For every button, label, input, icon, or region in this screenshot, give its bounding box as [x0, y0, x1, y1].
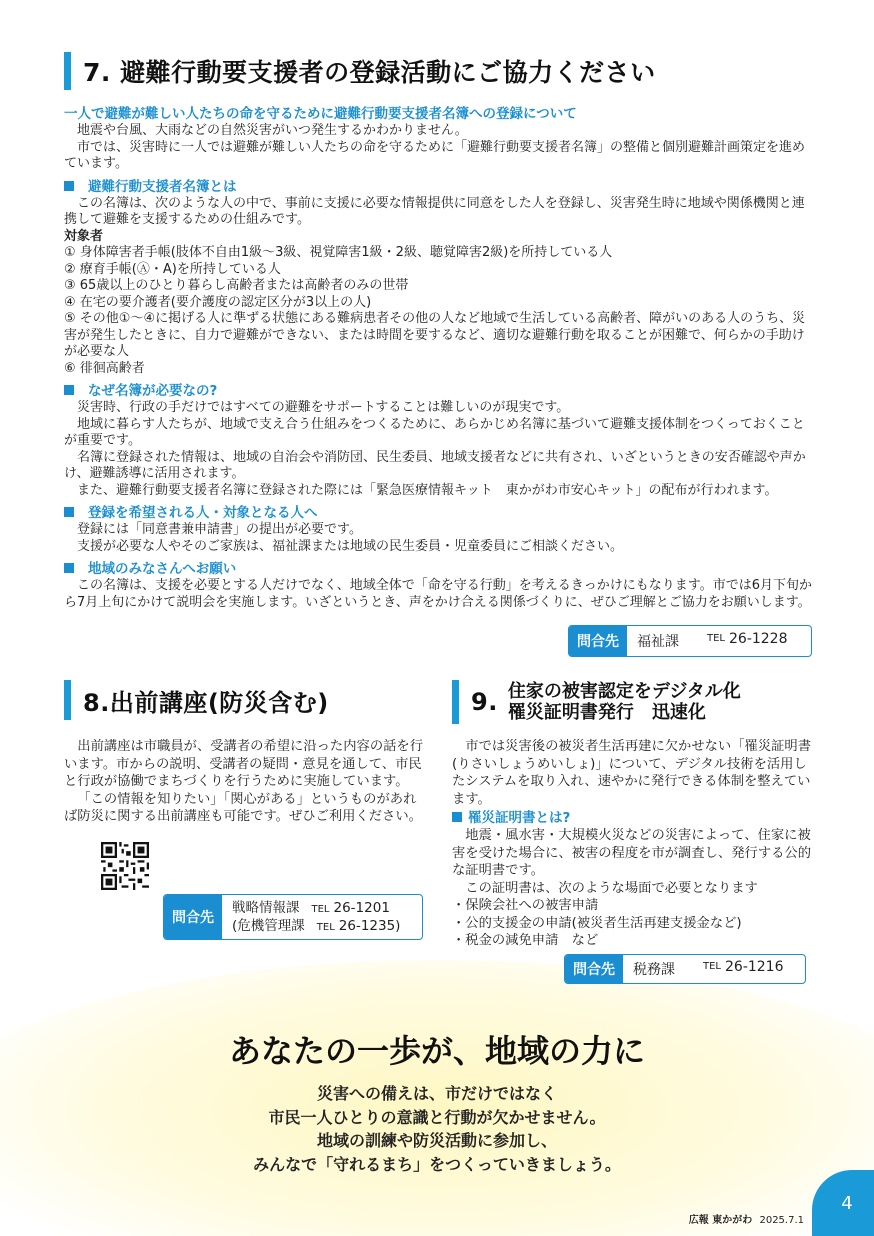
section9-body	[452, 738, 814, 950]
section7-body	[64, 106, 814, 611]
meibo-heading-text: 避難行動支援者名簿とは	[88, 178, 237, 195]
footer-date: 2025.7.1	[759, 1215, 804, 1226]
naze-p3: 名簿に登録された情報は、地域の自治会や消防団、民生委員、地域支援者などに共有され、いざというときの安否確認や声かけ、避難誘導に活用されます。	[64, 449, 806, 481]
taisho-item-5: ⑤ その他①～④に掲げる人に準ずる状態にある難病患者その他の人など地域で生活している高齢者、障がいのある人のうち、災害が発生したときに、自力で避難ができない、または時間を要するなど、適切な避難行動を取ることが困難で、何らかの手助けが必要な人	[64, 311, 806, 359]
contact-dept: 税務課	[633, 962, 675, 978]
tel-mark: TEL	[311, 904, 330, 915]
contact-tel-1[interactable]: 26-1201	[333, 900, 390, 916]
section9-p3: この証明書は、次のような場面で必要となります	[465, 880, 758, 896]
section7-contact-box	[568, 625, 812, 657]
section9-title	[452, 680, 741, 724]
contact-label: 問合先	[565, 955, 623, 983]
qr-code-icon[interactable]	[101, 842, 149, 890]
naze-heading-text: なぜ名簿が必要なの?	[88, 383, 218, 399]
slogan-line-3: 地域の訓練や防災活動に参加し、	[316, 1131, 557, 1150]
taisho-item-3: ③ 65歳以上のひとり暮らし高齢者または高齢者のみの世帯	[64, 278, 409, 293]
section7-lead-heading: 一人で避難が難しい人たちの命を守るために避難行動要支援者名簿への登録について	[64, 106, 577, 122]
contact-body	[222, 895, 410, 939]
section9-number: 9.	[471, 688, 498, 716]
footer-publication: 広報 東かがわ	[688, 1215, 753, 1226]
taisho-item-1: ① 身体障害者手帳(肢体不自由1級～3級、視覚障害1級・2級、聴覚障害2級)を所持している人	[64, 245, 613, 260]
slogan-line-4: みんなで「守れるまち」をつくっていきましょう。	[253, 1154, 621, 1174]
section8-accent-bar	[64, 680, 71, 720]
onegai-heading-text: 地域のみなさんへお願い	[88, 561, 237, 577]
section8-title-text: 出前講座(防災含む)	[109, 688, 329, 717]
tel-mark: TEL	[707, 633, 725, 644]
toroku-p1: 登録には「同意書兼申請書」の提出が必要です。	[77, 522, 362, 537]
contact-tel-2[interactable]: 26-1235)	[338, 918, 401, 934]
section9-title-line2: 罹災証明書発行 迅速化	[507, 702, 706, 723]
section9-accent-bar	[452, 680, 459, 724]
toroku-heading	[64, 505, 814, 522]
section7-accent-bar	[64, 52, 71, 90]
taisho-label: 対象者	[64, 228, 104, 244]
slogan-line-2: 市民一人ひとりの意識と行動が欠かせません。	[268, 1107, 606, 1127]
section8-contact-box	[163, 894, 423, 940]
taisho-item-4: ④ 在宅の要介護者(要介護度の認定区分が3以上の人)	[64, 294, 372, 310]
section7-heading: 7. 避難行動要支援者の登録活動にご協力ください	[83, 58, 656, 87]
tel-mark: TEL	[316, 922, 335, 933]
footer	[689, 1211, 804, 1226]
naze-p1: 災害時、行政の手だけではすべての避難をサポートすることは難しいのが現実です。	[77, 400, 570, 415]
section7-title	[64, 52, 656, 90]
tel-mark: TEL	[703, 961, 721, 972]
section8-p1: 出前講座は市職員が、受講者の希望に沿った内容の話を行います。市からの説明、受講者の疑問・意見を通して、市民と行政が協働でまちづくりを行うために実施しています。	[64, 739, 424, 789]
section9-bullet-3: ・税金の減免申請 など	[452, 933, 599, 948]
square-bullet-icon	[452, 812, 462, 822]
slogan-headline: あなたの一歩が、地域の力に	[228, 1032, 645, 1070]
naze-p2: 地域に暮らす人たちが、地域で支え合う仕組みをつくるために、あらかじめ名簿に基づいて避難支援体制をつくっておくことが重要です。	[64, 416, 805, 448]
contact-body	[623, 955, 794, 983]
section8-body	[64, 738, 424, 826]
contact-tel[interactable]: 26-1216	[725, 959, 784, 975]
section8-number: 8.	[83, 688, 110, 717]
section9-bullet-2: ・公的支援金の申請(被災者生活再建支援金など)	[452, 915, 742, 931]
contact-body	[627, 626, 798, 656]
contact-label: 問合先	[164, 895, 222, 939]
page-number: 4	[812, 1170, 874, 1236]
contact-tel[interactable]: 26-1228	[729, 631, 788, 647]
contact-label: 問合先	[569, 626, 627, 656]
section9-title-line1: 住家の被害認定をデジタル化	[507, 681, 741, 702]
square-bullet-icon	[64, 385, 74, 395]
onegai-heading	[64, 561, 814, 578]
square-bullet-icon	[64, 563, 74, 573]
risai-heading	[452, 810, 814, 827]
contact-dept: 福祉課	[637, 634, 679, 650]
contact-dept-2: (危機管理課	[232, 918, 305, 934]
section9-contact-box	[564, 954, 806, 984]
taisho-item-6: ⑥ 徘徊高齢者	[64, 360, 145, 376]
section9-p1: 市では災害後の被災者生活再建に欠かせない「罹災証明書(りさいしょうめいしょ)」について、デジタル技術を活用したシステムを取り入れ、速やかに発行できる体制を整えています。	[452, 739, 812, 807]
toroku-p2: 支援が必要な人やそのご家族は、福祉課または地域の民生委員・児童委員にご相談ください。	[77, 538, 624, 554]
section9-title-text	[508, 681, 741, 723]
section8-p2: 「この情報を知りたい」「関心がある」というものがあれば防災に関する出前講座も可能です。ぜひご利用ください。	[64, 791, 422, 824]
meibo-heading	[64, 179, 814, 196]
taisho-item-2: ② 療育手帳(Ⓐ・A)を所持している人	[64, 261, 281, 277]
section7-lead-p2: 市では、災害時に一人では避難が難しい人たちの命を守るために「避難行動要支援者名簿」の整備と個別避難計画策定を進めています。	[64, 139, 806, 171]
contact-dept-1: 戦略情報課	[232, 900, 300, 916]
naze-heading	[64, 383, 814, 400]
meibo-paragraph: この名簿は、次のような人の中で、事前に支援に必要な情報提供に同意をした人を登録し、災害発生時に地域や関係機関と連携して避難を支援するための仕組みです。	[64, 195, 805, 227]
slogan-line-1: 災害への備えは、市だけではなく	[316, 1084, 557, 1103]
risai-heading-text: 罹災証明書とは?	[468, 810, 571, 826]
section9-bullet-1: ・保険会社への被害申請	[452, 898, 599, 913]
section9-p2: 地震・風水害・大規模火災などの災害によって、住家に被害を受けた場合に、被害の程度を市が調査し、発行する公的な証明書です。	[452, 828, 812, 878]
slogan-body	[0, 1082, 874, 1176]
section7-lead-p1: 地震や台風、大雨などの自然災害がいつ発生するかわかりません。	[77, 123, 468, 138]
onegai-paragraph: この名簿は、支援を必要とする人だけでなく、地域全体で「命を守る行動」を考えるきっかけにもなります。市では6月下旬から7月上旬にかけて説明会を実施します。いざというとき、声をかけ合える関係づくりに、ぜひご理解とご協力をお願いします。	[64, 578, 812, 610]
square-bullet-icon	[64, 507, 74, 517]
section8-heading	[83, 683, 329, 718]
section8-title	[64, 680, 329, 720]
toroku-heading-text: 登録を希望される人・対象となる人へ	[88, 505, 318, 521]
naze-p4: また、避難行動要支援者名簿に登録された際には「緊急医療情報キット 東かがわ市安心キット」の配布が行われます。	[77, 482, 778, 498]
square-bullet-icon	[64, 181, 74, 191]
